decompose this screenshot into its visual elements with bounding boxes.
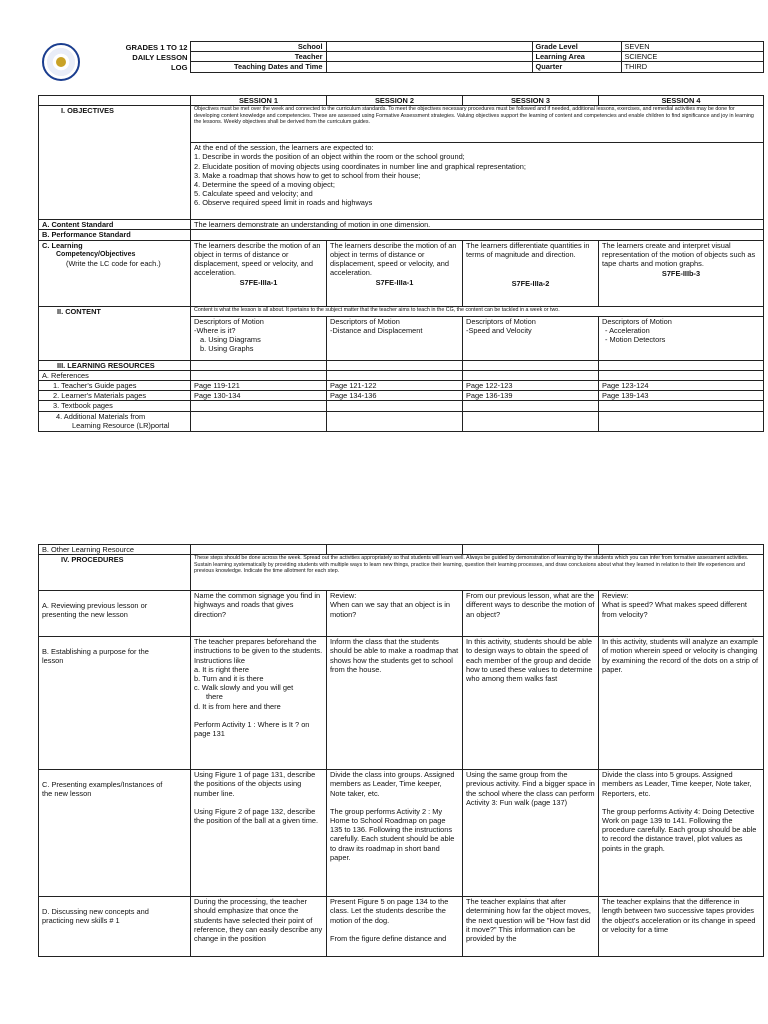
competency-label-c: (Write the LC code for each.) [66,259,161,269]
lm-pages-session-1: Page 130-134 [191,391,327,401]
row-b-session-2: Inform the class that the students should be able to make a roadmap that shows how the students get to school from the house. [327,637,463,770]
quarter-value[interactable]: THIRD [621,62,763,72]
competency-session-3: The learners differentiate quantities in terms of magnitude and direction. S7FE-IIIa-2 [463,240,599,306]
school-value[interactable] [326,42,532,52]
row-d-label: D. Discussing new concepts and practicing new skills # 1 [39,897,191,957]
row-b-label: B. Establishing a purpose for the lesson [39,637,191,770]
content-session-1: Descriptors of Motion -Where is it? a. Using Diagrams b. Using Graphs [191,316,327,360]
content-session-2: Descriptors of Motion -Distance and Displacement [327,316,463,360]
teaching-dates-value[interactable] [326,62,532,72]
lesson-log-table-page2 [38,544,764,957]
row-d-session-2: Present Figure 5 on page 134 to the class. Let the students describe the motion of the dog. From the figure define distance and [327,897,463,957]
row-a-session-2: Review: When can we say that an object is in motion? [327,591,463,637]
title-line-3: LOG [171,62,188,72]
teaching-dates-label: Teaching Dates and Time [190,62,326,72]
lc-code: S7FE-IIIa-1 [375,278,414,288]
row-a-session-1: Name the common signage you find in highways and roads that gives direction? [191,591,327,637]
performance-standard-label: B. Performance Standard [39,230,191,240]
lm-pages-session-3: Page 136-139 [463,391,599,401]
row-a-label: A. Reviewing previous lesson or presenting the new lesson [39,591,191,637]
competency-label-b: Competency/Objectives [56,250,136,258]
learning-area-label: Learning Area [532,52,621,62]
objective-item: 2. Elucidate position of moving objects using coordinates in number line and graphical representation; [194,161,526,171]
row-a-session-3: From our previous lesson, what are the different ways to describe the motion of an object? [463,591,599,637]
row-d-session-3: The teacher explains that after determining how far the object moves, the next question will be "How fast did it move?" This information can be provided by the [463,897,599,957]
row-c-session-4: Divide the class into 5 groups. Assigned members as Leader, Time keeper, Note taker, Reporters, etc. The group performs Activity 4: Doing Detective Work on page 139 to 141. Following the procedure carefully. Each group should be able to record the distance travel, plot values as points in the graph. [599,770,764,897]
lesson-log-table-page1 [38,95,764,432]
header-title-cell [38,42,190,85]
competency-label-a: C. Learning [42,240,83,250]
objective-item: 1. Describe in words the position of an object within the room or the school ground; [194,152,465,162]
textbook-pages-label: 3. Textbook pages [39,401,191,411]
procedures-label: IV. PROCEDURES [39,555,191,591]
objective-item: 6. Observe required speed limit in roads and highways [194,198,373,208]
session-3-header: SESSION 3 [463,96,599,106]
content-label: II. CONTENT [39,306,191,360]
lc-code: S7FE-IIIb-3 [661,269,701,279]
objective-item: 3. Make a roadmap that shows how to get to school from their house; [194,170,421,180]
tg-pages-label: 1. Teacher's Guide pages [39,381,191,391]
learning-area-value[interactable]: SCIENCE [621,52,763,62]
competency-session-2: The learners describe the motion of an object in terms of distance or displacement, speed or velocity, and acceleration. S7FE-IIIa-1 [327,240,463,306]
row-c-label: C. Presenting examples/Instances of the new lesson [39,770,191,897]
content-session-3: Descriptors of Motion -Speed and Velocity [463,316,599,360]
grade-level-value[interactable]: SEVEN [621,42,763,52]
objectives-list [191,143,764,220]
row-c-session-3: Using the same group from the previous activity. Find a bigger space in the school where the class can perform Activity 3: Fun walk (page 137) [463,770,599,897]
session-2-header: SESSION 2 [327,96,463,106]
competency-label [39,240,191,306]
lc-code: S7FE-IIIa-2 [511,278,550,288]
procedures-intro: These steps should be done across the week. Spread out the activities appropriately so that students will learn well. Always be guided by demonstration of learning by the students which you can infer from formative assessment activities. Sustain learning systematically by providing students with multiple ways to learn new things, practice their learning, question their learning processes, and draw conclusions about what they learned in relation to their life experiences and previous knowledge. Indicate the time allotment for each step. [191,555,764,591]
title-line-2: DAILY LESSON [132,52,188,62]
row-a-session-4: Review: What is speed? What makes speed different from velocity? [599,591,764,637]
row-c-session-2: Divide the class into groups. Assigned members as Leader, Time keeper, Note taker, etc. The group performs Activity 2 : My Home to School Roadmap on page 135 to 136. Following the instructions carefully. Each student should be able to draw its roadmap in short band paper. [327,770,463,897]
performance-standard-value[interactable] [191,230,764,240]
content-standard-text: The learners demonstrate an understanding of motion in one dimension. [191,220,764,230]
references-label: A. References [39,370,191,380]
additional-materials-label: 4. Additional Materials from Learning Resource (LR)portal [39,411,191,431]
session-4-header: SESSION 4 [599,96,764,106]
row-b-session-3: In this activity, students should be able to design ways to obtain the speed of each member of the group and decide how to used these values to determine who among them walks fast [463,637,599,770]
lm-pages-label: 2. Learner's Materials pages [39,391,191,401]
row-d-session-1: During the processing, the teacher should emphasize that once the students have selected their point of reference, they can easily describe any change in the position [191,897,327,957]
header-table [38,41,764,84]
other-resource-label: B. Other Learning Resource [39,545,191,555]
content-intro: Content is what the lesson is all about. It pertains to the subject matter that the teacher aims to teach in the CG, the content can be tackled in a week or two. [191,306,764,316]
grade-level-label: Grade Level [532,42,621,52]
content-session-4: Descriptors of Motion - Acceleration - Motion Detectors [599,316,764,360]
quarter-label: Quarter [532,62,621,72]
content-standard-label: A. Content Standard [39,220,191,230]
school-label: School [190,42,326,52]
session-1-header: SESSION 1 [191,96,327,106]
lm-pages-session-4: Page 139-143 [599,391,764,401]
objectives-label: I. OBJECTIVES [39,106,191,220]
objectives-intro: Objectives must be met over the week and connected to the curriculum standards. To meet the objectives necessary procedures must be followed and if needed, additional lessons, exercises, and remedial activities may be done for developing content knowledge and competencies. These are assessed using Formative Assessment strategies. Valuing objectives support the learning of content and competencies and enable children to find significance and joy in learning the lessons. Weekly objectives shall be derived from the curriculum guides. [191,106,764,143]
tg-pages-session-2: Page 121-122 [327,381,463,391]
objective-item: 4. Determine the speed of a moving object; [194,180,335,190]
objective-item: 5. Calculate speed and velocity; and [194,189,313,199]
lc-code: S7FE-IIIa-1 [239,278,278,288]
teacher-value[interactable] [326,52,532,62]
deped-seal-icon [42,43,80,81]
competency-session-1: The learners describe the motion of an object in terms of distance or displacement, speed or velocity, and acceleration. S7FE-IIIa-1 [191,240,327,306]
row-d-session-4: The teacher explains that the difference in length between two successive tapes provides the object's acceleration or its change in speed or velocity for a time [599,897,764,957]
row-c-session-1: Using Figure 1 of page 131, describe the positions of the objects using number line. Using Figure 2 of page 132, describe the position of the ball at a given time. [191,770,327,897]
competency-session-4: The learners create and interpret visual representation of the motion of objects such as tape charts and motion graphs. S7FE-IIIb-3 [599,240,764,306]
row-b-session-4: In this activity, students will analyze an example of motion wherein speed or velocity is changing by examining the record of the dots on a strip of paper. [599,637,764,770]
tg-pages-session-3: Page 122-123 [463,381,599,391]
objectives-lead: At the end of the session, the learners are expected to: [194,143,374,153]
title-line-1: GRADES 1 TO 12 [125,42,188,52]
teacher-label: Teacher [190,52,326,62]
tg-pages-session-4: Page 123-124 [599,381,764,391]
learning-resources-label: III. LEARNING RESOURCES [39,360,191,370]
lm-pages-session-2: Page 134-136 [327,391,463,401]
tg-pages-session-1: Page 119-121 [191,381,327,391]
row-b-session-1: The teacher prepares beforehand the instructions to be given to the students. Instructions like a. It is right there b. Turn and it is there c. Walk slowly and you will get there d. It is from here and there Perform Activity 1 : Where is It ? on page 131 [191,637,327,770]
